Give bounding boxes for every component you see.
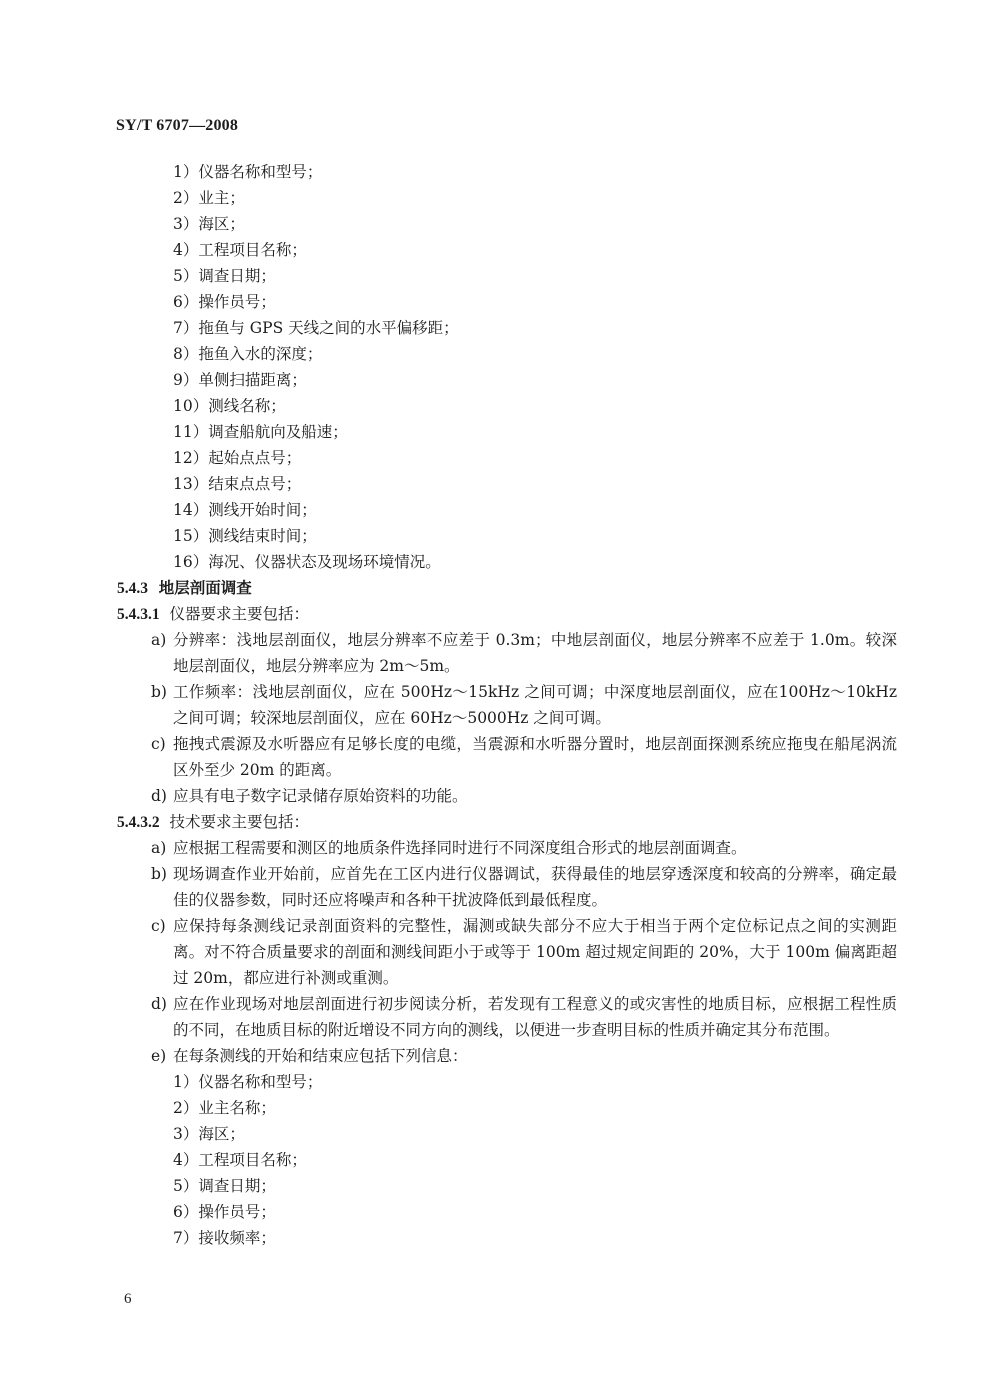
item-text: 现场调查作业开始前，应首先在工区内进行仪器调试，获得最佳的地层穿透深度和较高的分辨率，确定最佳的仪器参数，同时还应将噪声和各种干扰波降低到最低程度。 [173, 865, 897, 909]
list-item: 7）拖鱼与 GPS 天线之间的水平偏移距； [173, 319, 459, 337]
item-label: c) [151, 735, 166, 753]
list-item: 15）测线结束时间； [173, 527, 317, 545]
list-item: 14）测线开始时间； [173, 501, 317, 519]
clause-item [117, 679, 897, 731]
item-label: a) [151, 839, 167, 857]
item-label: a) [151, 631, 167, 649]
clause-5-4-3-1 [117, 601, 897, 627]
item-text: 在每条测线的开始和结束应包括下列信息： [173, 1047, 468, 1065]
clause-title: 技术要求主要包括： [169, 813, 309, 831]
clause-item [117, 731, 897, 783]
clause-5-4-3-2 [117, 809, 897, 835]
item-label: d) [151, 787, 167, 805]
item-label: c) [151, 917, 166, 935]
list-item: 6）操作员号； [173, 1203, 276, 1221]
clause-number: 5.4.3.2 [117, 814, 160, 831]
item-text: 工作频率：浅地层剖面仪，应在 500Hz～15kHz 之间可调；中深度地层剖面仪，应在100Hz～10kHz 之间可调；较深地层剖面仪，应在 60Hz～5000Hz 之间可调。 [173, 683, 897, 727]
clause-item [117, 1043, 897, 1069]
item-text: 应在作业现场对地层剖面进行初步阅读分析，若发现有工程意义的或灾害性的地质目标，应根据工程性质的不同，在地质目标的附近增设不同方向的测线，以便进一步查明目标的性质并确定其分布范围。 [173, 995, 897, 1039]
record-info-list-1 [117, 159, 897, 575]
list-item: 3）海区； [173, 215, 245, 233]
item-text: 应保持每条测线记录剖面资料的完整性，漏测或缺失部分不应大于相当于两个定位标记点之间的实测距离。对不符合质量要求的剖面和测线间距小于或等于 100m 超过规定间距的 20%，大于 100m 偏离距超过 20m，都应进行补测或重测。 [173, 917, 897, 987]
item-text: 应具有电子数字记录储存原始资料的功能。 [173, 787, 468, 805]
list-item: 10）测线名称； [173, 397, 286, 415]
list-item: 1）仪器名称和型号； [173, 163, 323, 181]
record-info-list-2 [117, 1069, 897, 1251]
clause-item [117, 627, 897, 679]
list-item: 2）业主； [173, 189, 245, 207]
clause-item [117, 991, 897, 1043]
clause-item [117, 835, 897, 861]
list-item: 13）结束点点号； [173, 475, 302, 493]
clause-title: 仪器要求主要包括： [169, 605, 309, 623]
document-body [117, 159, 897, 1251]
item-label: d) [151, 995, 167, 1013]
section-heading-5-4-3 [117, 575, 897, 601]
clause-item [117, 913, 897, 991]
item-text: 应根据工程需要和测区的地质条件选择同时进行不同深度组合形式的地层剖面调查。 [173, 839, 747, 857]
list-item: 5）调查日期； [173, 1177, 276, 1195]
list-item: 3）海区； [173, 1125, 245, 1143]
clause-item [117, 783, 897, 809]
list-item: 1）仪器名称和型号； [173, 1073, 323, 1091]
list-item: 9）单侧扫描距离； [173, 371, 307, 389]
item-label: e) [151, 1047, 167, 1065]
list-item: 4）工程项目名称； [173, 1151, 307, 1169]
list-item: 6）操作员号； [173, 293, 276, 311]
item-text: 拖拽式震源及水听器应有足够长度的电缆，当震源和水听器分置时，地层剖面探测系统应拖曳在船尾涡流区外至少 20m 的距离。 [173, 735, 897, 779]
list-item: 2）业主名称； [173, 1099, 276, 1117]
list-item: 11）调查船航向及船速； [173, 423, 348, 441]
item-label: b) [151, 683, 167, 701]
item-text: 分辨率：浅地层剖面仪，地层分辨率不应差于 0.3m；中地层剖面仪，地层分辨率不应差于 1.0m。较深地层剖面仪，地层分辨率应为 2m～5m。 [173, 631, 897, 675]
section-number: 5.4.3 [117, 580, 148, 597]
list-item: 12）起始点点号； [173, 449, 302, 467]
document-code-header: SY/T 6707—2008 [116, 117, 239, 134]
clause-item [117, 861, 897, 913]
list-item: 8）拖鱼入水的深度； [173, 345, 323, 363]
list-item: 7）接收频率； [173, 1229, 276, 1247]
list-item: 4）工程项目名称； [173, 241, 307, 259]
section-title: 地层剖面调查 [158, 578, 252, 597]
item-label: b) [151, 865, 167, 883]
list-item: 16）海况、仪器状态及现场环境情况。 [173, 553, 441, 571]
page-number: 6 [124, 1291, 132, 1307]
clause-number: 5.4.3.1 [117, 606, 160, 623]
list-item: 5）调查日期； [173, 267, 276, 285]
